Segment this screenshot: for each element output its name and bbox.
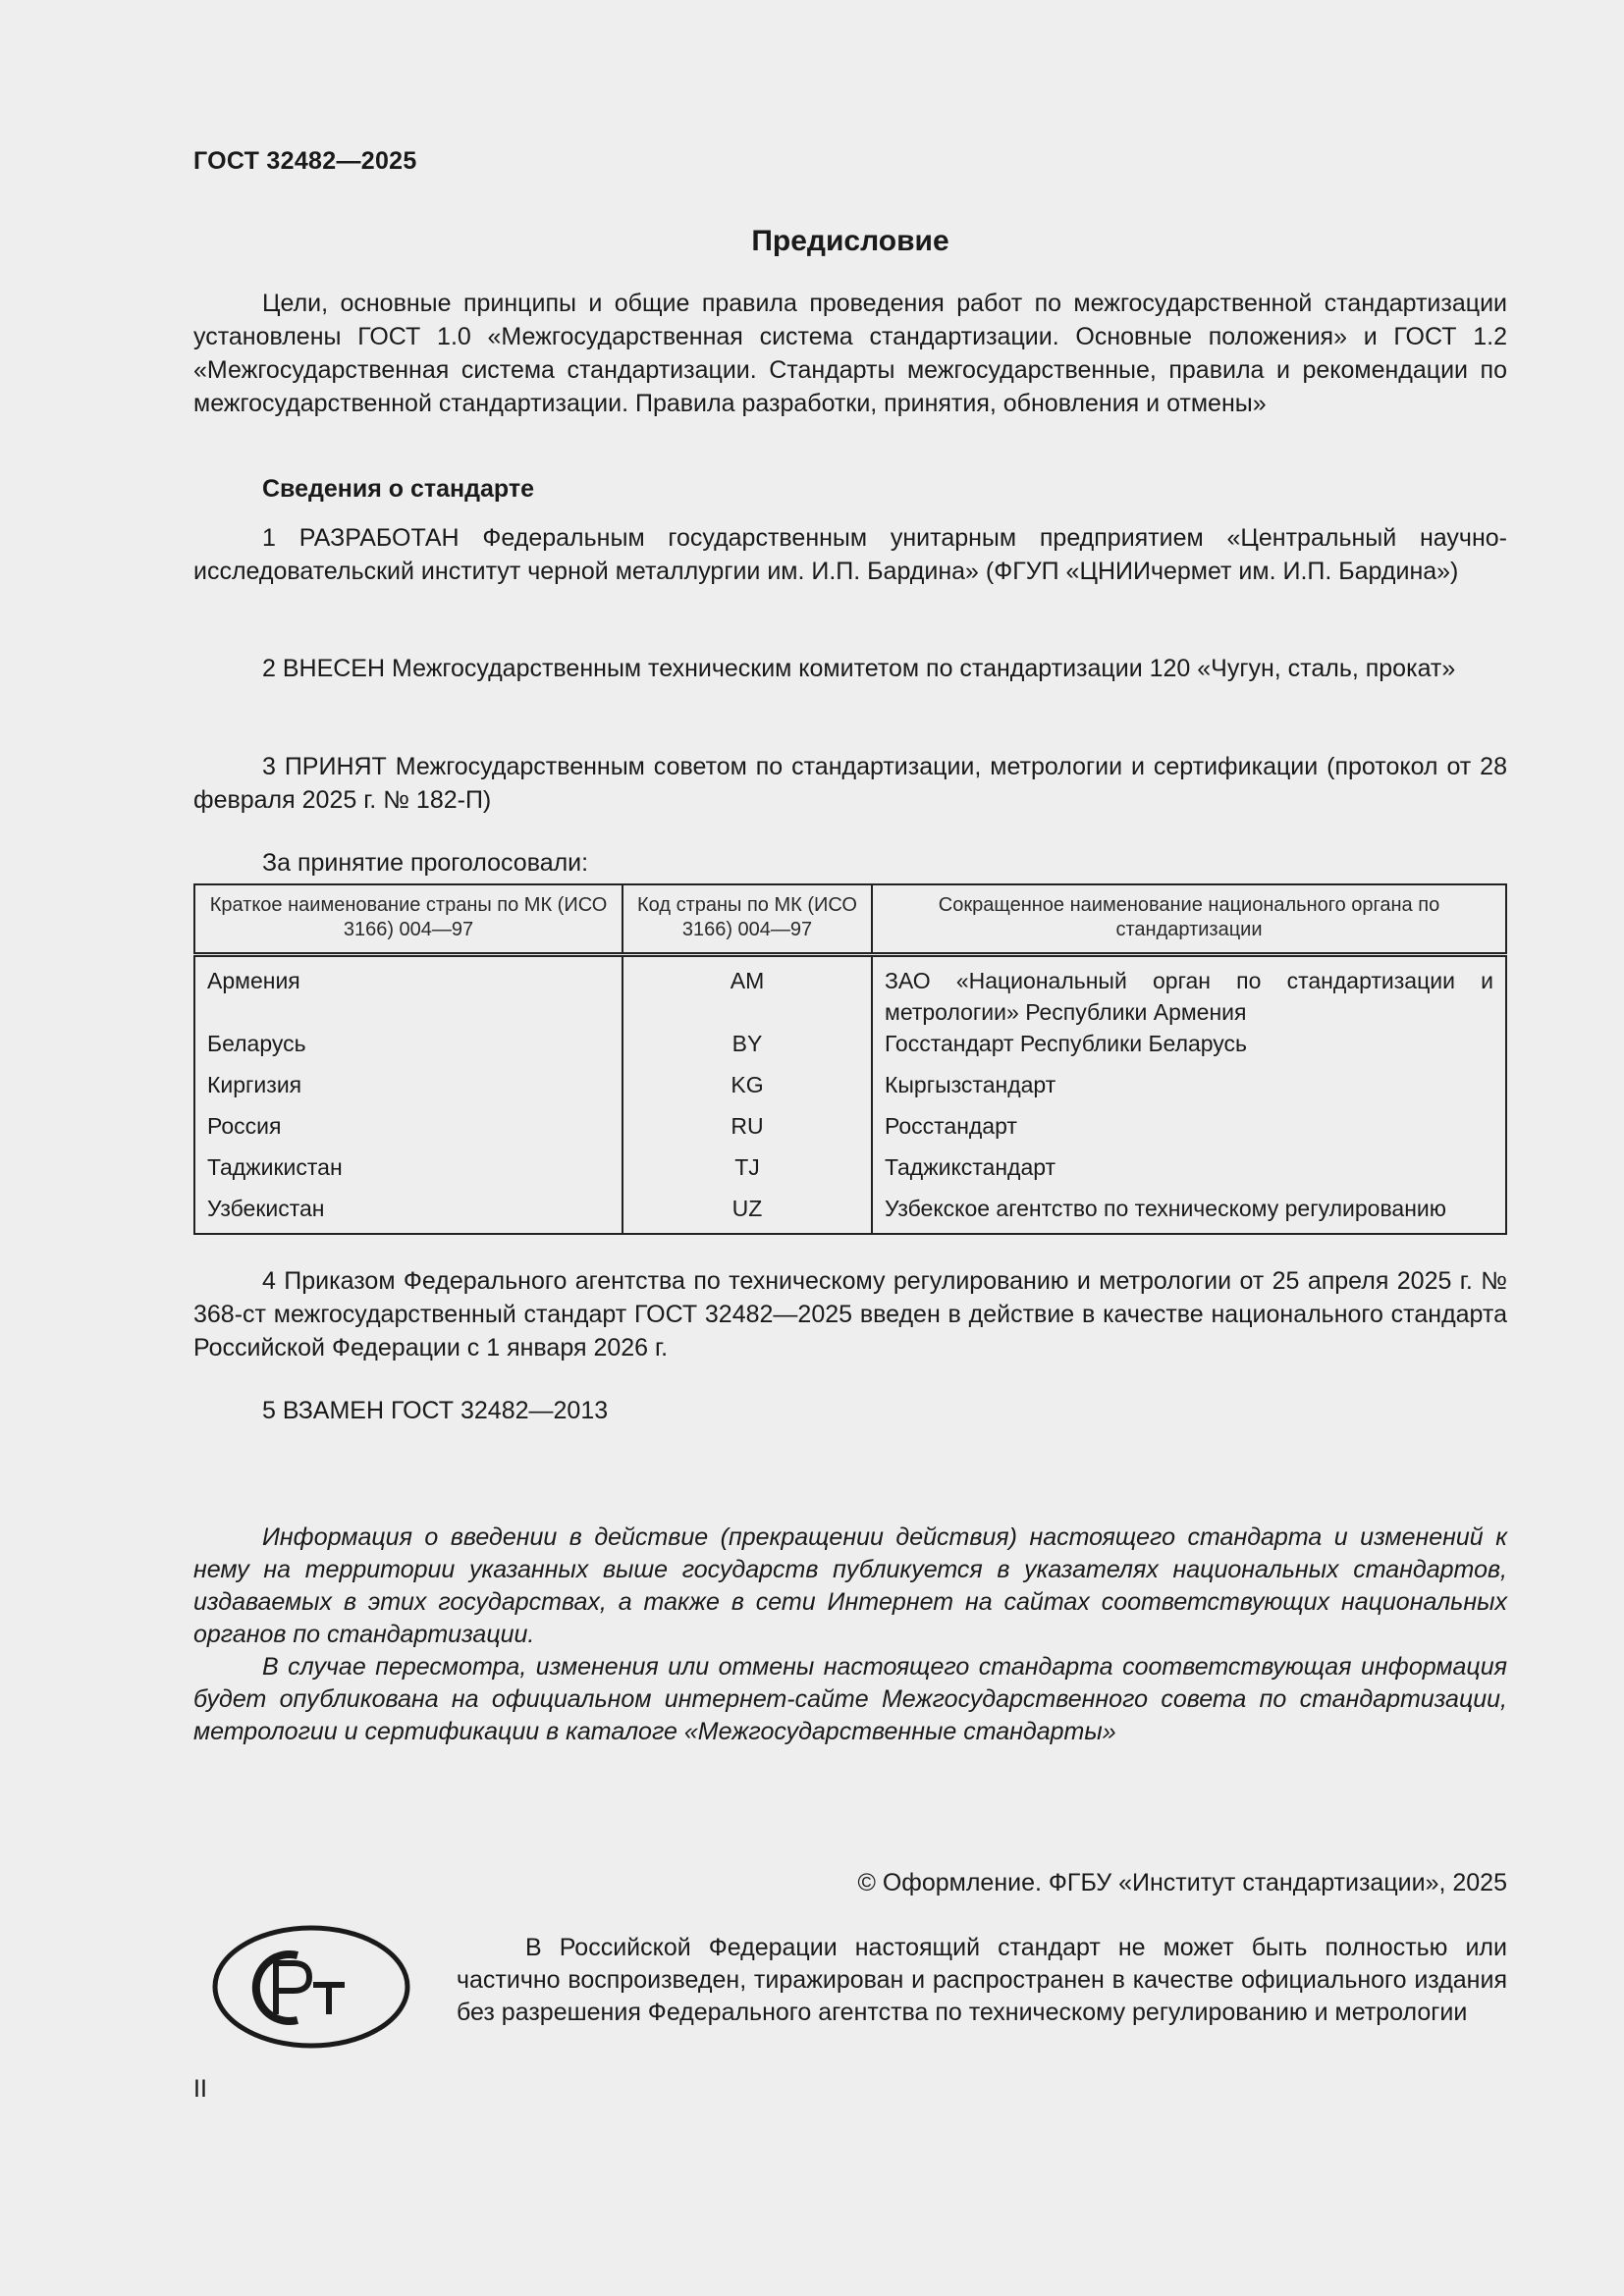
- document-code: ГОСТ 32482—2025: [193, 147, 417, 175]
- votes-label: За принятие проголосовали:: [262, 849, 589, 877]
- country-cell: Узбекистан: [194, 1193, 623, 1234]
- body-cell: Узбекское агентство по техническому регулированию: [872, 1193, 1506, 1234]
- page-title: Предисловие: [751, 225, 949, 257]
- item-replaces: 5 ВЗАМЕН ГОСТ 32482—2013: [262, 1397, 609, 1424]
- item-enacted: 4 Приказом Федерального агентства по техническому регулированию и метрологии от 25 апреля 2025 г. № 368-ст межгосударственный стандарт ГОСТ 32482—2025 введен в действие в качестве национального стандарта Российской Федерации с 1 января 2026 г.: [193, 1267, 1507, 1362]
- country-cell: Беларусь: [194, 1028, 623, 1069]
- code-cell: RU: [623, 1110, 872, 1151]
- header-body: Сокращенное наименование национального органа по стандартизации: [872, 884, 1506, 955]
- country-cell: Россия: [194, 1110, 623, 1151]
- body-cell: ЗАО «Национальный орган по стандартизации и метрологии» Республики Армения: [872, 955, 1506, 1029]
- page-number: II: [193, 2075, 207, 2103]
- country-cell: Таджикистан: [194, 1151, 623, 1193]
- country-cell: Армения: [194, 955, 623, 1029]
- copyright-line: © Оформление. ФГБУ «Институт стандартизации», 2025: [857, 1869, 1507, 1896]
- code-cell: UZ: [623, 1193, 872, 1234]
- country-cell: Киргизия: [194, 1069, 623, 1110]
- code-cell: BY: [623, 1028, 872, 1069]
- code-cell: AM: [623, 955, 872, 1029]
- intro-paragraph: Цели, основные принципы и общие правила проведения работ по межгосударственной стандартизации установлены ГОСТ 1.0 «Межгосударственная система стандартизации. Основные положения» и ГОСТ 1.2 «Межгосударственная система стандартизации. Стандарты межгосударственные, правила и рекомендации по межгосударственной стандартизации. Правила разработки, принятия, обновления и отмены»: [193, 290, 1507, 417]
- body-cell: Росстандарт: [872, 1110, 1506, 1151]
- table-row: [194, 1193, 1506, 1234]
- notice-block: [193, 1522, 1507, 1748]
- votes-table-header: [194, 884, 1506, 955]
- info-heading: Сведения о стандарте: [262, 475, 535, 503]
- votes-table: [193, 883, 1507, 1235]
- body-cell: Госстандарт Республики Беларусь: [872, 1028, 1506, 1069]
- body-cell: Кыргызстандарт: [872, 1069, 1506, 1110]
- table-row: [194, 1151, 1506, 1193]
- code-cell: TJ: [623, 1151, 872, 1193]
- notice-paragraph-2: В случае пересмотра, изменения или отмены настоящего стандарта соответствующая информация будет опубликована на официальном интернет-сайте Межгосударственного совета по стандартизации, метрологии и сертификации в каталоге «Межгосударственные стандарты»: [193, 1653, 1507, 1745]
- header-country: Краткое наименование страны по МК (ИСО 3166) 004—97: [194, 884, 623, 955]
- rst-mark-icon: [211, 1924, 411, 2055]
- table-row: [194, 1069, 1506, 1110]
- table-row: [194, 955, 1506, 1029]
- code-cell: KG: [623, 1069, 872, 1110]
- table-row: [194, 1028, 1506, 1069]
- item-developed: 1 РАЗРАБОТАН Федеральным государственным унитарным предприятием «Центральный научно-исследовательский институт черной металлургии им. И.П. Бардина» (ФГУП «ЦНИИчермет им. И.П. Бардина»): [193, 524, 1507, 585]
- table-row: [194, 1110, 1506, 1151]
- notice-paragraph-1: Информация о введении в действие (прекращении действия) настоящего стандарта и изменений к нему на территории указанных выше государств публикуется в указателях национальных стандартов, издаваемых в этих государствах, а также в сети Интернет на сайтах соответствующих национальных органов по стандартизации.: [193, 1523, 1507, 1648]
- rst-mark-graphic: [211, 1924, 411, 2050]
- legal-notice: В Российской Федерации настоящий стандарт не может быть полностью или частично воспроизведен, тиражирован и распространен в качестве официального издания без разрешения Федерального агентства по техническому регулированию и метрологии: [457, 1934, 1507, 2026]
- item-introduced: 2 ВНЕСЕН Межгосударственным техническим комитетом по стандартизации 120 «Чугун, сталь, прокат»: [262, 655, 1456, 682]
- body-cell: Таджикстандарт: [872, 1151, 1506, 1193]
- item-adopted: 3 ПРИНЯТ Межгосударственным советом по стандартизации, метрологии и сертификации (протокол от 28 февраля 2025 г. № 182-П): [193, 753, 1507, 814]
- header-code: Код страны по МК (ИСО 3166) 004—97: [623, 884, 872, 955]
